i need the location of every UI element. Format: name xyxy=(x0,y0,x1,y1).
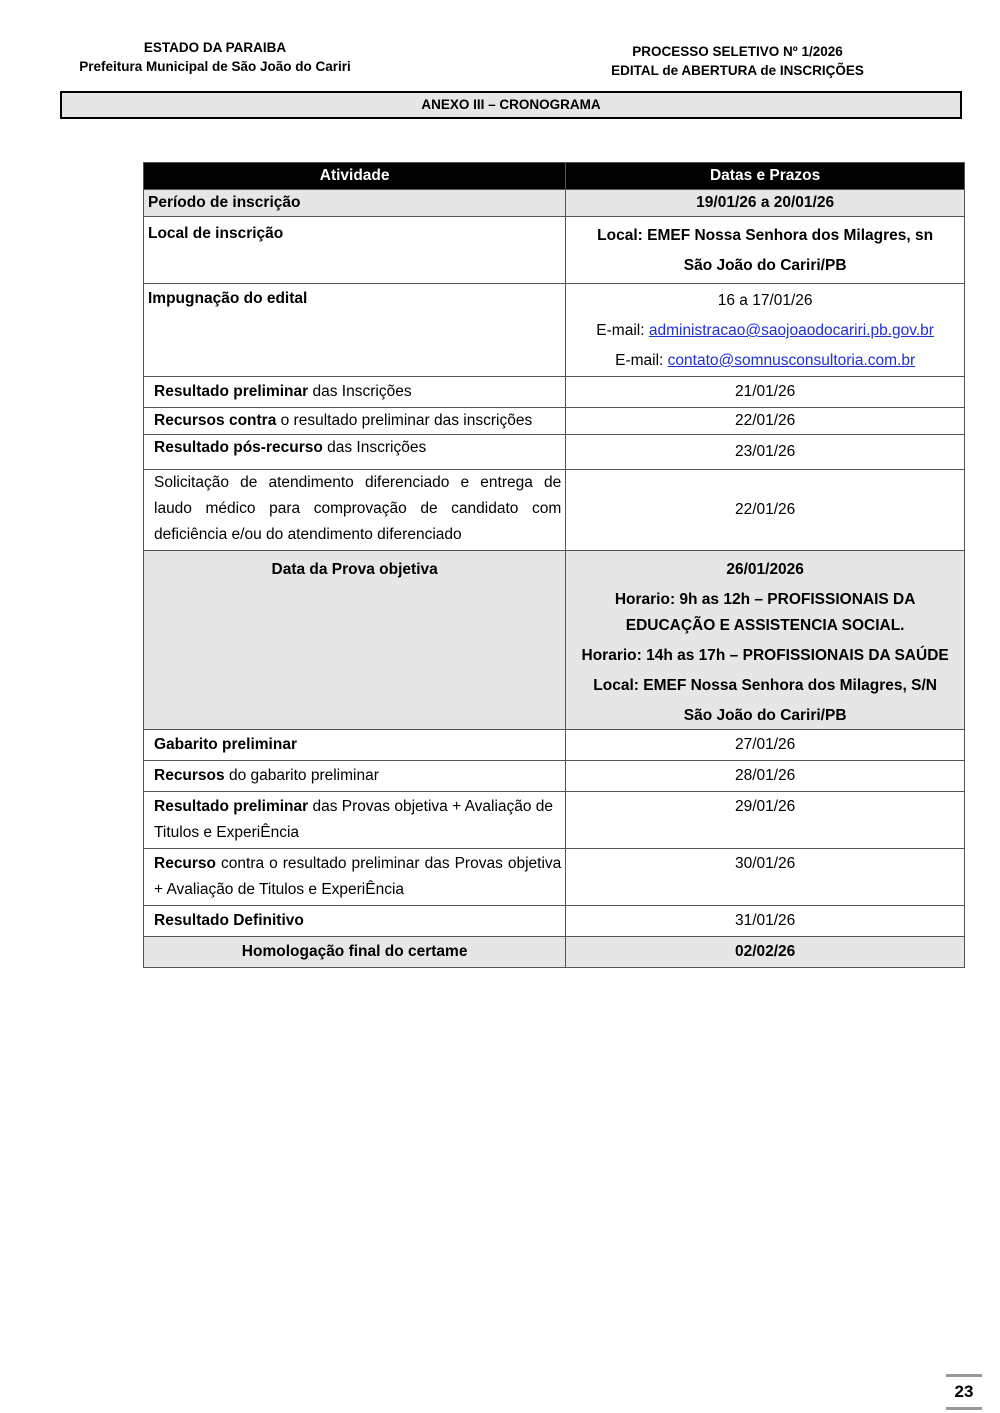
activity-cell: Local de inscrição xyxy=(144,217,566,284)
header-right xyxy=(595,42,880,80)
table-row xyxy=(144,408,965,435)
activity-cell: Data da Prova objetiva xyxy=(144,551,566,730)
date-cell xyxy=(566,551,965,730)
prova-horario-1: Horario: 9h as 12h – PROFISSIONAIS DA EDUCAÇÃO E ASSISTENCIA SOCIAL. xyxy=(614,591,916,634)
date-cell: 21/01/26 xyxy=(566,377,965,408)
activity-cell: Período de inscrição xyxy=(144,190,566,217)
table-row xyxy=(144,190,965,217)
table-row xyxy=(144,377,965,408)
table-row xyxy=(144,792,965,849)
activity-bold: Recursos xyxy=(154,767,225,784)
email-line xyxy=(570,346,960,376)
prova-date: 26/01/2026 xyxy=(726,561,804,578)
activity-cell xyxy=(144,377,566,408)
activity-cell: Gabarito preliminar xyxy=(144,730,566,761)
email-link-contato[interactable]: contato@somnusconsultoria.com.br xyxy=(667,352,916,369)
date-cell: 22/01/26 xyxy=(566,408,965,435)
header-left xyxy=(60,38,370,76)
date-cell: 30/01/26 xyxy=(566,849,965,906)
activity-cell xyxy=(144,408,566,435)
local-city: São João do Cariri/PB xyxy=(683,257,847,274)
date-cell: 27/01/26 xyxy=(566,730,965,761)
date-cell: 23/01/26 xyxy=(566,435,965,470)
table-row xyxy=(144,551,965,730)
process-title: PROCESSO SELETIVO Nº 1/2026 xyxy=(632,44,843,59)
date-cell: 31/01/26 xyxy=(566,906,965,937)
activity-cell xyxy=(144,849,566,906)
column-header-dates: Datas e Prazos xyxy=(566,163,965,190)
prova-horario-2: Horario: 14h as 17h – PROFISSIONAIS DA SAÚDE xyxy=(581,647,949,664)
activity-bold: Recursos contra xyxy=(154,412,277,429)
email-label: E-mail: xyxy=(615,352,668,369)
date-cell: 29/01/26 xyxy=(566,792,965,849)
activity-cell xyxy=(144,435,566,470)
table-row xyxy=(144,937,965,968)
activity-cell xyxy=(144,761,566,792)
activity-cell: Resultado Definitivo xyxy=(144,906,566,937)
page-number: 23 xyxy=(946,1374,982,1410)
activity-bold: Recurso xyxy=(154,855,217,872)
table-row xyxy=(144,849,965,906)
date-cell xyxy=(566,284,965,377)
activity-bold: Resultado preliminar xyxy=(154,383,309,400)
column-header-activity: Atividade xyxy=(144,163,566,190)
activity-cell xyxy=(144,792,566,849)
table-row xyxy=(144,435,965,470)
prova-city: São João do Cariri/PB xyxy=(683,707,847,724)
activity-rest: das Inscrições xyxy=(322,439,427,456)
activity-cell: Impugnação do edital xyxy=(144,284,566,377)
activity-cell: Homologação final do certame xyxy=(144,937,566,968)
activity-bold: Resultado preliminar xyxy=(154,798,309,815)
email-link-administracao[interactable]: administracao@saojoaodocariri.pb.gov.br xyxy=(648,322,934,339)
annex-title: ANEXO III – CRONOGRAMA xyxy=(60,91,962,119)
table-row xyxy=(144,217,965,284)
email-line xyxy=(570,316,960,346)
date-cell: 22/01/26 xyxy=(566,470,965,551)
schedule-table xyxy=(143,162,965,968)
activity-rest: das Inscrições xyxy=(308,383,412,400)
email-label: E-mail: xyxy=(596,322,649,339)
activity-rest: contra o resultado preliminar das Provas objetiva + Avaliação de Titulos e ExperiÊncia xyxy=(154,855,562,898)
activity-cell: Solicitação de atendimento diferenciado e entrega de laudo médico para comprovação de candidato com deficiência e/ou do atendimento diferenciado xyxy=(144,470,566,551)
activity-rest: o resultado preliminar das inscrições xyxy=(276,412,533,429)
table-row xyxy=(144,470,965,551)
date-cell: 28/01/26 xyxy=(566,761,965,792)
activity-bold: Resultado pós-recurso xyxy=(154,439,323,456)
table-row xyxy=(144,730,965,761)
edital-title: EDITAL de ABERTURA de INSCRIÇÕES xyxy=(611,63,864,78)
activity-rest: do gabarito preliminar xyxy=(224,767,379,784)
table-row xyxy=(144,284,965,377)
local-line: Local: EMEF Nossa Senhora dos Milagres, sn xyxy=(597,227,934,244)
table-row xyxy=(144,761,965,792)
state-name: ESTADO DA PARAIBA xyxy=(143,40,287,55)
date-cell xyxy=(566,217,965,284)
activity-rest: das Provas objetiva + Avaliação de Titulos e ExperiÊncia xyxy=(154,798,554,841)
table-header-row xyxy=(144,163,965,190)
date-cell: 19/01/26 a 20/01/26 xyxy=(566,190,965,217)
prefeitura-name: Prefeitura Municipal de São João do Cariri xyxy=(79,59,351,74)
prova-local: Local: EMEF Nossa Senhora dos Milagres, S/N xyxy=(593,677,937,694)
impugnacao-date: 16 a 17/01/26 xyxy=(717,292,813,309)
table-row xyxy=(144,906,965,937)
date-cell: 02/02/26 xyxy=(566,937,965,968)
